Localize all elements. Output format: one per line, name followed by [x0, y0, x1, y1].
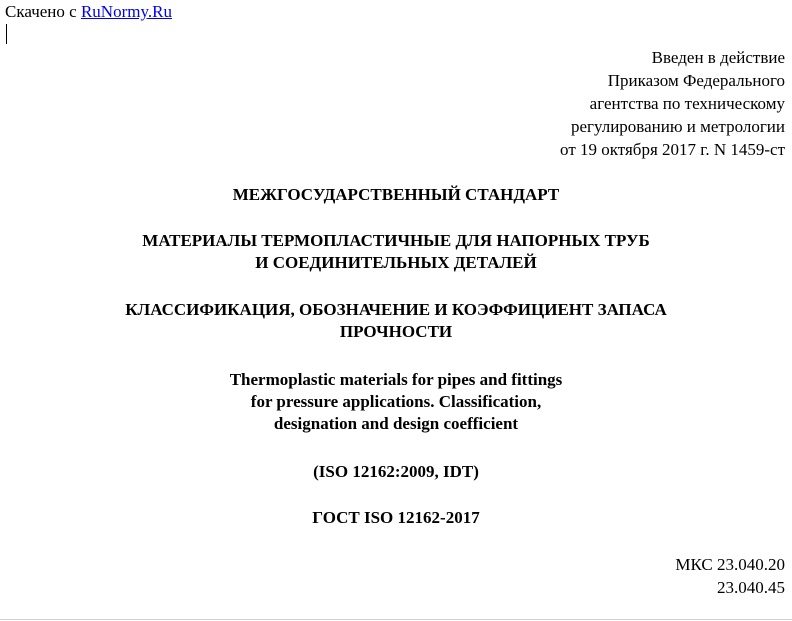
gost-code [0, 507, 792, 529]
source-link[interactable]: RuNormy.Ru [80, 2, 172, 21]
enactment-line: агентства по техническому [589, 94, 785, 113]
english-title-line: Thermoplastic materials for pipes and fittings [229, 370, 563, 389]
russian-subtitle-line: КЛАССИФИКАЦИЯ, ОБОЗНАЧЕНИЕ И КОЭФФИЦИЕНТ ЗАПАСА [125, 300, 667, 319]
standard-type-heading [0, 184, 792, 206]
iso-reference [0, 461, 792, 483]
russian-subtitle [0, 299, 792, 343]
text-cursor [6, 24, 7, 44]
russian-title-line: И СОЕДИНИТЕЛЬНЫХ ДЕТАЛЕЙ [255, 253, 537, 272]
russian-title-line: МАТЕРИАЛЫ ТЕРМОПЛАСТИЧНЫЕ ДЛЯ НАПОРНЫХ ТРУБ [142, 231, 650, 250]
mks-classification [675, 553, 785, 599]
english-title [0, 369, 792, 435]
gost-code-line: ГОСТ ISO 12162-2017 [312, 508, 480, 527]
russian-subtitle-line: ПРОЧНОСТИ [339, 322, 453, 341]
standard-type-line: МЕЖГОСУДАРСТВЕННЫЙ СТАНДАРТ [232, 185, 560, 204]
mks-line: 23.040.45 [717, 578, 785, 597]
iso-reference-line: (ISO 12162:2009, IDT) [313, 462, 479, 481]
enactment-line: регулированию и метрологии [570, 117, 785, 136]
english-title-line: for pressure applications. Classification, [250, 392, 542, 411]
mks-line: МКС 23.040.20 [675, 555, 785, 574]
bottom-divider [0, 619, 792, 620]
enactment-note [560, 46, 785, 161]
enactment-line: Введен в действие [651, 48, 785, 67]
russian-title [0, 230, 792, 274]
source-line [5, 2, 172, 22]
english-title-line: designation and design coefficient [273, 414, 519, 433]
source-prefix: Скачено с [5, 2, 81, 21]
enactment-line: Приказом Федерального [607, 71, 785, 90]
enactment-line: от 19 октября 2017 г. N 1459-ст [560, 140, 785, 159]
